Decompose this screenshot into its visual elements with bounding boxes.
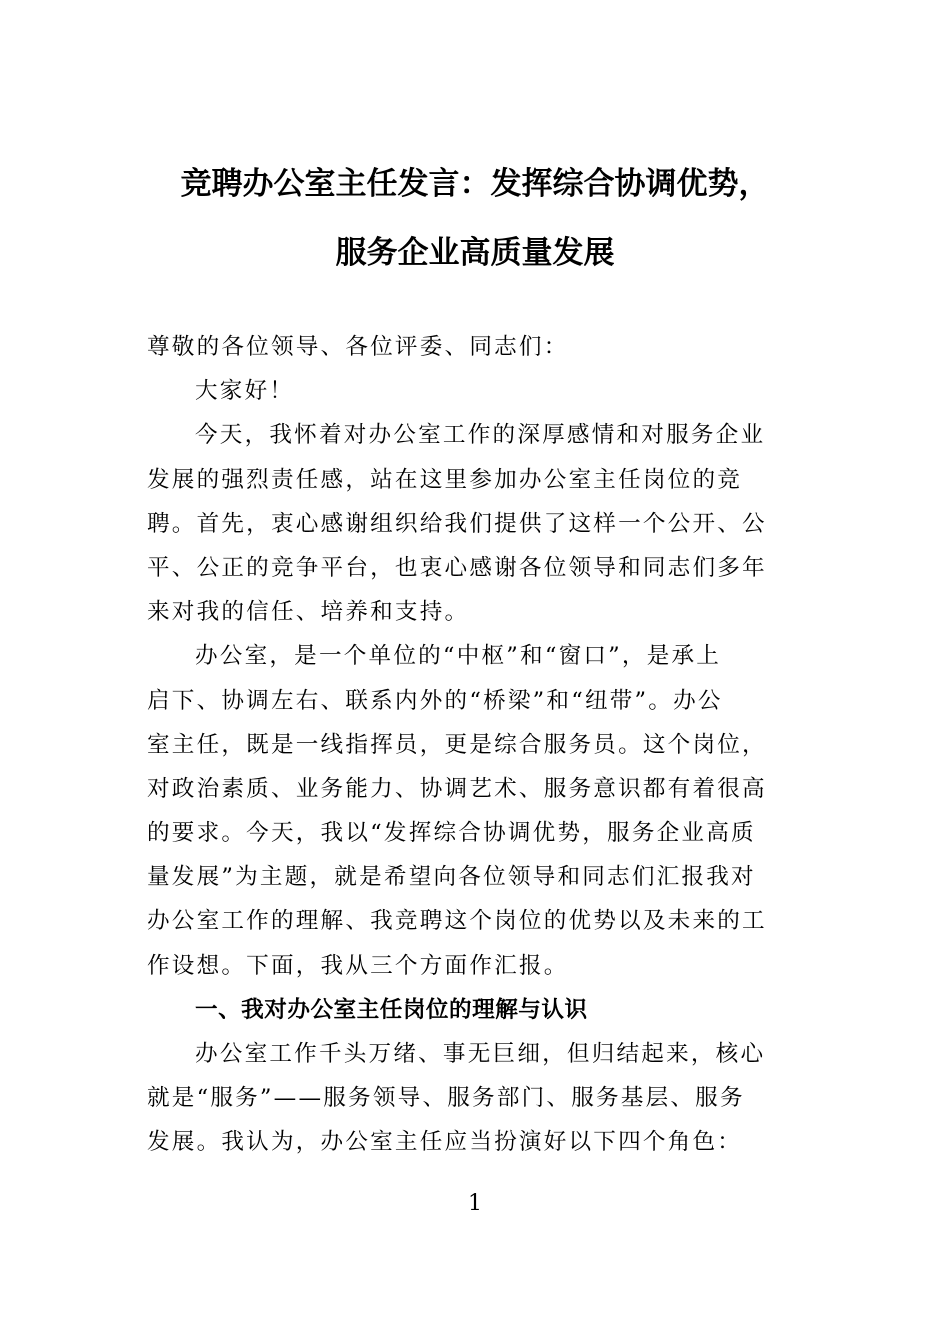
page-number: 1 (468, 1191, 482, 1216)
section-heading-1: 一、我对办公室主任岗位的理解与认识 (195, 996, 588, 1023)
paragraph-2-line: 启下、协调左右、联系内外的“桥梁”和“纽带”。办公 (147, 687, 723, 714)
greeting: 大家好！ (195, 378, 295, 405)
salutation: 尊敬的各位领导、各位评委、同志们： (147, 334, 569, 360)
document-body (147, 325, 781, 1165)
paragraph-1-line: 今天，我怀着对办公室工作的深厚感情和对服务企业 (195, 422, 766, 449)
document-title-line-2: 服务企业高质量发展 (335, 235, 615, 271)
paragraph-1-line: 来对我的信任、培养和支持。 (147, 599, 470, 626)
paragraph-2-line: 的要求。今天，我以“发挥综合协调优势，服务企业高质 (147, 820, 756, 847)
paragraph-1-line: 平、公正的竞争平台，也衷心感谢各位领导和同志们多年 (147, 554, 767, 581)
paragraph-3-line: 发展。我认为，办公室主任应当扮演好以下四个角色： (147, 1129, 743, 1156)
paragraph-1-line: 聘。首先，衷心感谢组织给我们提供了这样一个公开、公 (147, 510, 767, 537)
paragraph-1-line: 发展的强烈责任感，站在这里参加办公室主任岗位的竞 (147, 466, 743, 493)
paragraph-3-line: 办公室工作千头万绪、事无巨细，但归结起来，核心 (195, 1041, 766, 1067)
paragraph-2-line: 对政治素质、业务能力、协调艺术、服务意识都有着很高 (147, 775, 767, 802)
paragraph-2-line: 室主任，既是一线指挥员，更是综合服务员。这个岗位， (147, 731, 767, 758)
paragraph-2-line: 办公室工作的理解、我竞聘这个岗位的优势以及未来的工 (147, 908, 767, 935)
document-title-line-1: 竞聘办公室主任发言：发挥综合协调优势， (180, 166, 770, 202)
paragraph-2-line: 办公室，是一个单位的“中枢”和“窗口”，是承上 (195, 643, 722, 670)
paragraph-3-line: 就是“服务”——服务领导、服务部门、服务基层、服务 (147, 1085, 745, 1112)
paragraph-2-line: 作设想。下面，我从三个方面作汇报。 (147, 952, 569, 979)
paragraph-2-line: 量发展”为主题，就是希望向各位领导和同志们汇报我对 (147, 864, 756, 891)
